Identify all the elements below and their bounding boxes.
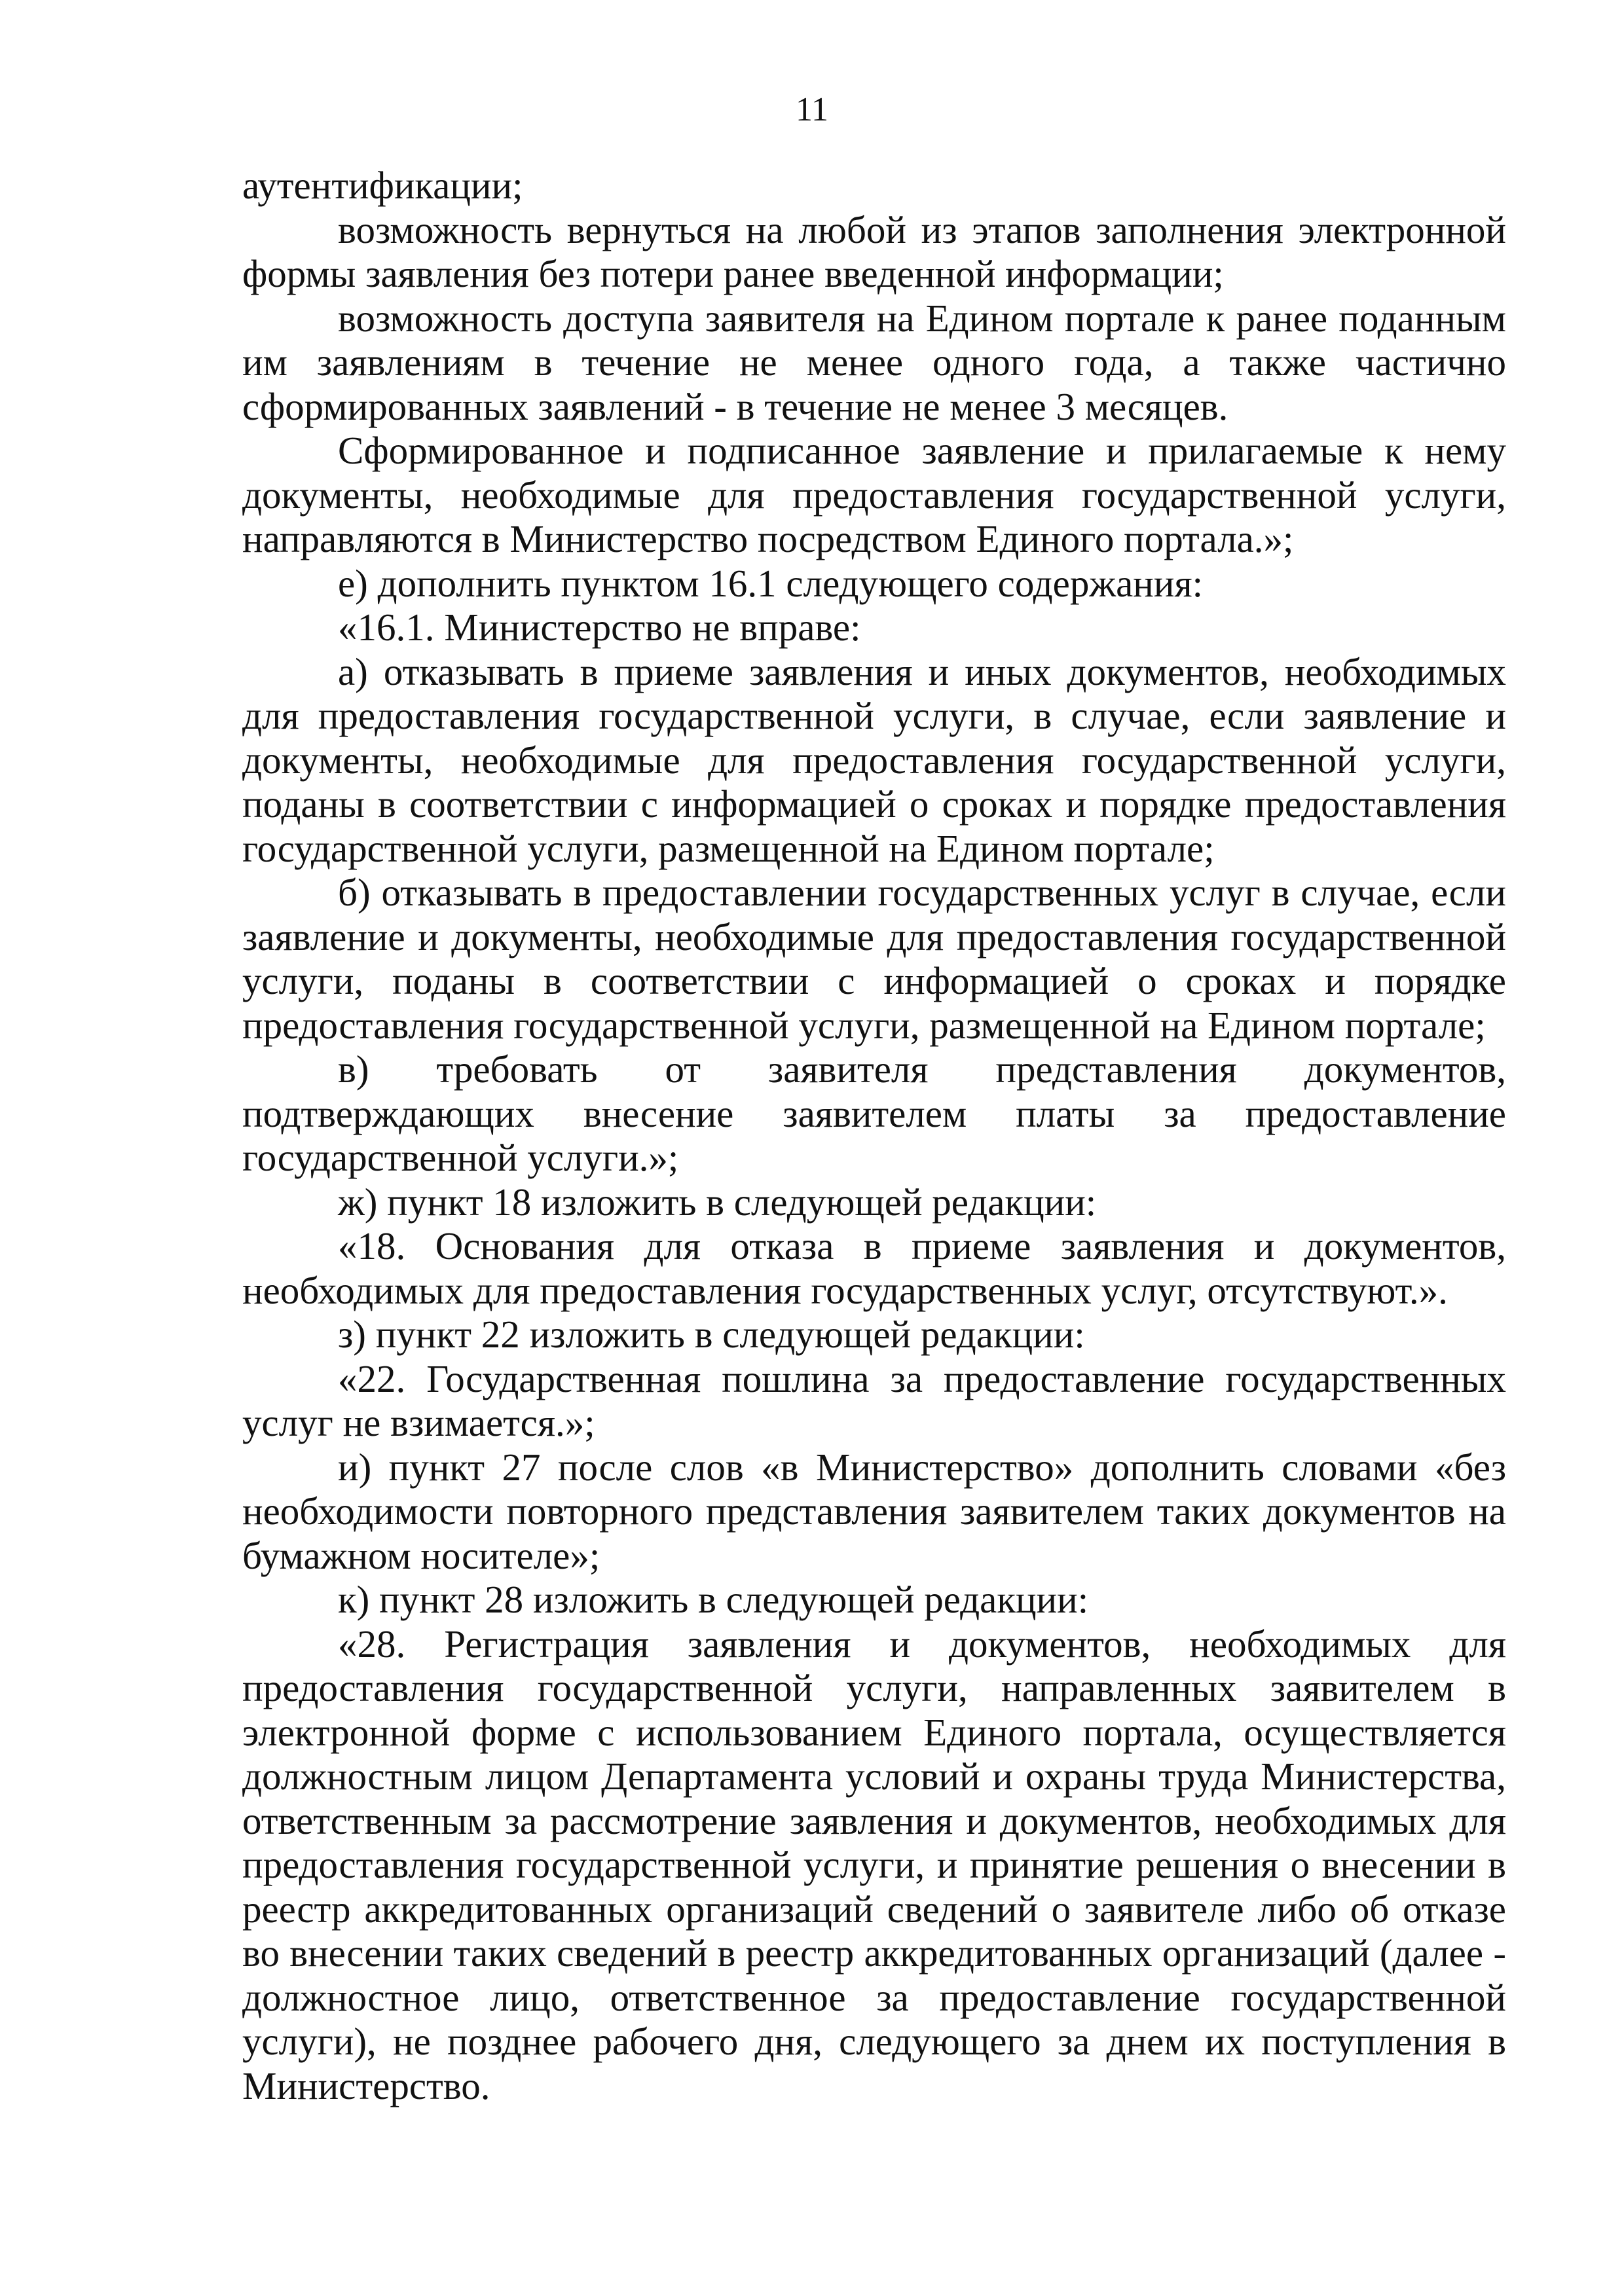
paragraph: возможность вернуться на любой из этапов заполнения электронной формы заявления без потери ранее введенной информации; <box>242 208 1506 295</box>
paragraph: аутентификации; <box>242 164 523 207</box>
paragraph: а) отказывать в приеме заявления и иных документов, необходимых для предоставления государственной услуги, в случае, если заявление и документы, необходимые для предоставления государственной услуги, поданы в соответствии с информацией о сроках и порядке предоставления государственной услуги, размещенной на Едином портале; <box>242 649 1506 870</box>
paragraph: возможность доступа заявителя на Едином портале к ранее поданным им заявлениям в течение не менее одного года, а также частично сформированных заявлений - в течение не менее 3 месяцев. <box>242 296 1506 428</box>
paragraph: ж) пункт 18 изложить в следующей редакции: <box>338 1180 1097 1224</box>
paragraph: «16.1. Министерство не вправе: <box>338 606 861 649</box>
paragraph: «18. Основания для отказа в приеме заявления и документов, необходимых для предоставления государственных услуг, отсутствуют.». <box>242 1224 1506 1312</box>
paragraph: к) пункт 28 изложить в следующей редакции: <box>338 1578 1089 1621</box>
paragraph: «28. Регистрация заявления и документов, необходимых для предоставления государственной услуги, направленных заявителем в электронной форме с использованием Единого портала, осуществляется должностным лицом Департамента условий и охраны труда Министерства, ответственным за рассмотрение заявления и документов, необходимых для предоставления государственной услуги, и принятие решения о внесении в реестр аккредитованных организаций сведений о заявителе либо об отказе во внесении таких сведений в реестр аккредитованных организаций (далее - должностное лицо, ответственное за предоставление государственной услуги), не позднее рабочего дня, следующего за днем их поступления в Министерство. <box>242 1622 1506 2107</box>
paragraph: б) отказывать в предоставлении государственных услуг в случае, если заявление и документы, необходимые для предоставления государственной услуги, поданы в соответствии с информацией о сроках и порядке предоставления государственной услуги, размещенной на Едином портале; <box>242 871 1506 1047</box>
paragraph: Сформированное и подписанное заявление и прилагаемые к нему документы, необходимые для предоставления государственной услуги, направляются в Министерство посредством Единого портала.»; <box>242 429 1506 560</box>
paragraph: «22. Государственная пошлина за предоставление государственных услуг не взимается.»; <box>242 1357 1506 1444</box>
document-body <box>242 164 1506 2108</box>
paragraph: з) пункт 22 изложить в следующей редакции: <box>338 1313 1085 1356</box>
paragraph: и) пункт 27 после слов «в Министерство» дополнить словами «без необходимости повторного представления заявителем таких документов на бумажном носителе»; <box>242 1445 1506 1577</box>
paragraph: в) требовать от заявителя представления документов, подтверждающих внесение заявителем платы за предоставление государственной услуги.»; <box>242 1048 1506 1179</box>
page-number: 11 <box>795 91 829 128</box>
paragraph: е) дополнить пунктом 16.1 следующего содержания: <box>338 561 1203 605</box>
